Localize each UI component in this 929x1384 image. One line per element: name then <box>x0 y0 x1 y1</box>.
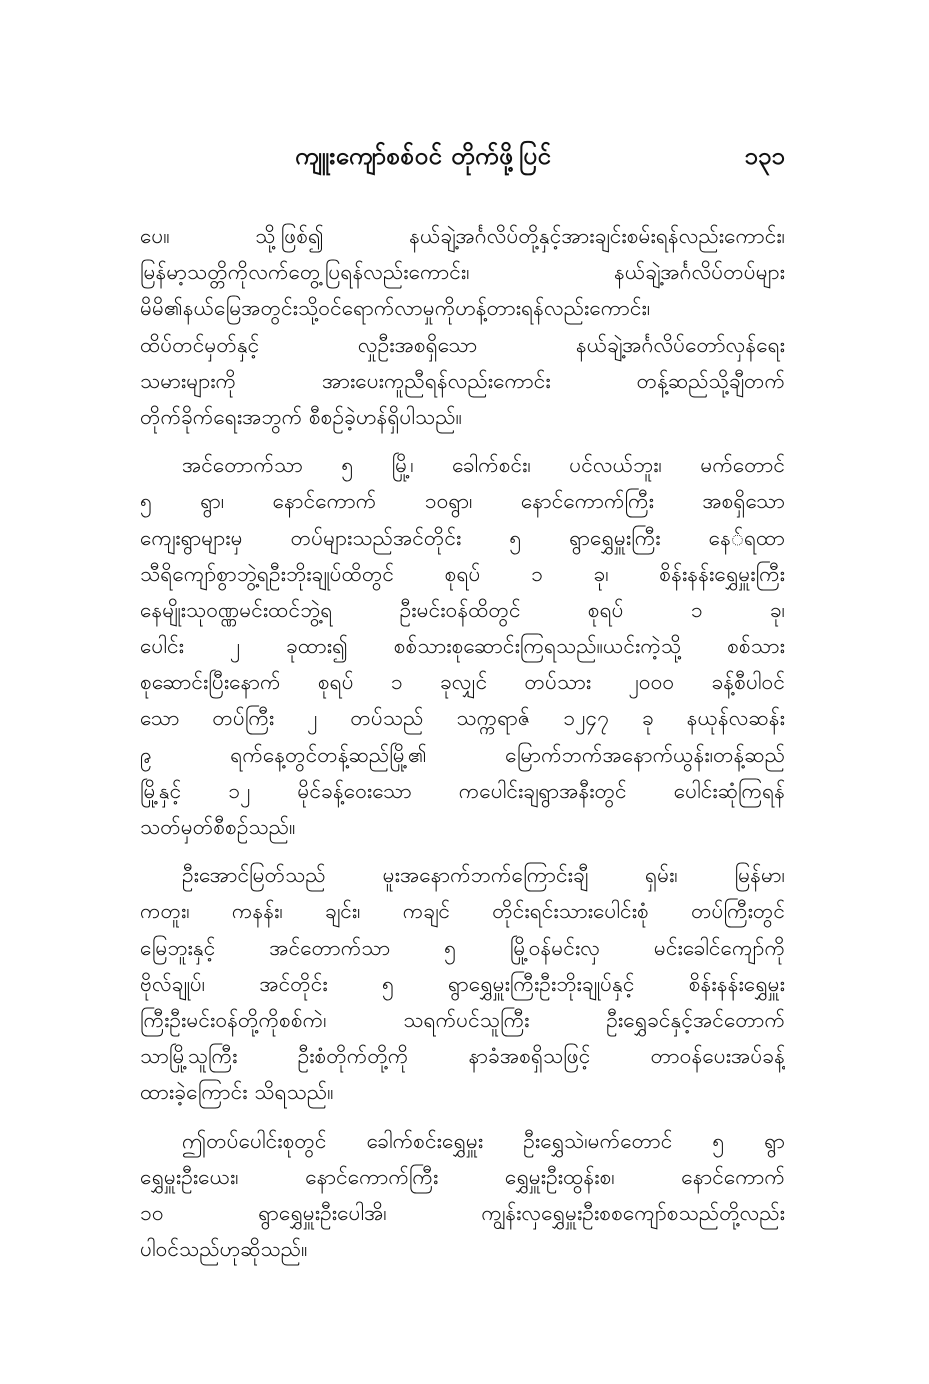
body-text <box>140 218 785 1279</box>
page-header <box>140 140 785 180</box>
text-line: မြေဘူးနှင့် အင်တောက်သာ ၅ မြို့ဝန်မင်းလှ မင်းခေါင်ကျော်ကို <box>140 935 785 960</box>
paragraph-4 <box>140 1123 785 1268</box>
text-line: ပေ။ သို့ဖြစ်၍ နယ်ချဲ့အင်္ဂလိပ်တို့နှင့်အားချင်းစမ်းရန်လည်းကောင်း၊ <box>140 224 785 248</box>
text-line: ၉ ရက်နေ့တွင်တန့်ဆည်မြို့၏ မြောက်ဘက်အနောက်ယွန်း၊တန့်ဆည် <box>140 742 785 767</box>
text-line: နေမျိုးသုဝဏ္ဏမင်းထင်ဘွဲ့ရ ဦးမင်းဝန်ထိတွင် စုရပ် ၁ ခု၊ <box>140 597 785 622</box>
text-line: ဤတပ်ပေါင်းစုတွင် ခေါက်စင်းရွှေမှူး ဦးရွှေသဲ၊မက်တောင် ၅ ရွာ <box>182 1128 785 1153</box>
text-line: သမားများကို အားပေးကူညီရန်လည်းကောင်း တန့်ဆည်သို့ချီတက် <box>140 368 785 393</box>
text-line: ၁၀ ရွာရွှေမှူးဦးပေါအိ၊ ကျွန်းလှရွှေမှူးဦးစစကျော်စသည်တို့လည်း <box>140 1200 785 1225</box>
text-line: အင်တောက်သာ ၅ မြို့၊ ခေါက်စင်း၊ ပင်လယ်ဘူး၊ မက်တောင် <box>182 453 785 478</box>
text-line: ပါဝင်သည်ဟုဆိုသည်။ <box>140 1237 308 1262</box>
page-number: ၁၃၁ <box>744 142 785 170</box>
paragraph-2 <box>140 447 785 845</box>
text-line: မြို့နှင့် ၁၂ မိုင်ခန့်ဝေးသော ကပေါင်းချရွာအနီးတွင် ပေါင်းဆုံကြရန် <box>140 778 785 803</box>
text-line: ရွှေမှူးဦးယေး၊ နောင်ကောက်ကြီး ရွှေမှူးဦးထွန်းစ၊ နောင်ကောက် <box>140 1164 785 1189</box>
text-line: ထိပ်တင်မှတ်နှင့် လှုဦးအစရှိသော နယ်ချဲ့အင်္ဂလိပ်တော်လှန်ရေး <box>140 332 785 357</box>
running-title: ကျူးကျော်စစ်ဝင် တိုက်ဖို့ပြင် <box>295 142 552 170</box>
text-line: မြန်မာ့သတ္တိကိုလက်တွေ့ပြရန်လည်းကောင်း၊ နယ်ချဲ့အင်္ဂလိပ်တပ်များ <box>140 260 785 285</box>
text-line: ထားခဲ့ကြောင်း သိရသည်။ <box>140 1080 334 1105</box>
text-line: ပေါင်း ၂ ခုထား၍ စစ်သားစုဆောင်းကြရသည်။ယင်းကဲ့သို့ စစ်သား <box>140 634 785 659</box>
text-line: စုဆောင်းပြီးနောက် စုရပ် ၁ ခုလျှင် တပ်သား ၂၀၀၀ ခန့်စီပါဝင် <box>140 670 785 695</box>
text-line: သတ်မှတ်စီစဉ်သည်။ <box>140 815 296 839</box>
text-line: တိုက်ခိုက်ရေးအဘွက် စီစဉ်ခဲ့ဟန်ရှိပါသည်။ <box>140 404 463 429</box>
text-line: ကျေးရွာများမှ တပ်များသည်အင်တိုင်း ၅ ရွာရွှေမှူးကြီး နေ်ရထာ <box>140 525 785 550</box>
text-line: သီရိကျော်စွာဘွဲ့ရဦးဘိုးချုပ်ထိတွင် စုရပ် ၁ ခု၊ စိန်းနန်းရွှေမှူးကြီး <box>140 561 785 586</box>
text-line: ဦးအောင်မြတ်သည် မူးအနောက်ဘက်ကြောင်းချီ ရှမ်း၊ မြန်မာ၊ <box>182 863 785 888</box>
paragraph-1 <box>140 218 785 435</box>
text-line: သာမြို့သူကြီး ဦးစံတိုက်တို့ကို နာခံအစရှိသဖြင့် တာဝန်ပေးအပ်ခန့် <box>140 1044 785 1069</box>
text-line: ကတူး၊ ကနန်း၊ ချင်း၊ ကချင် တိုင်းရင်းသားပေါင်းစုံ တပ်ကြီးတွင် <box>140 899 785 924</box>
text-line: သော တပ်ကြီး ၂ တပ်သည် သက္ကရာဇ် ၁၂၄၇ ခု နယုန်လဆန်း <box>140 706 785 731</box>
text-line: ကြီးဦးမင်းဝန်တို့ကိုစစ်ကဲ၊ သရက်ပင်သူကြီး ဦးရွှေခင်နှင့်အင်တောက် <box>140 1007 785 1032</box>
paragraph-3 <box>140 857 785 1110</box>
text-line: ၅ ရွာ၊ နောင်ကောက် ၁၀ရွာ၊ နောင်ကောက်ကြီး အစရှိသော <box>140 489 785 514</box>
text-line: မိမိ၏နယ်မြေအတွင်းသို့ဝင်ရောက်လာမှုကိုဟန့်တားရန်လည်းကောင်း၊ <box>140 296 651 321</box>
text-line: ဗိုလ်ချုပ်၊ အင်တိုင်း ၅ ရွာရွှေမှူးကြီးဦးဘိုးချုပ်နှင့် စိန်းနန်းရွှေမှူး <box>140 971 785 996</box>
